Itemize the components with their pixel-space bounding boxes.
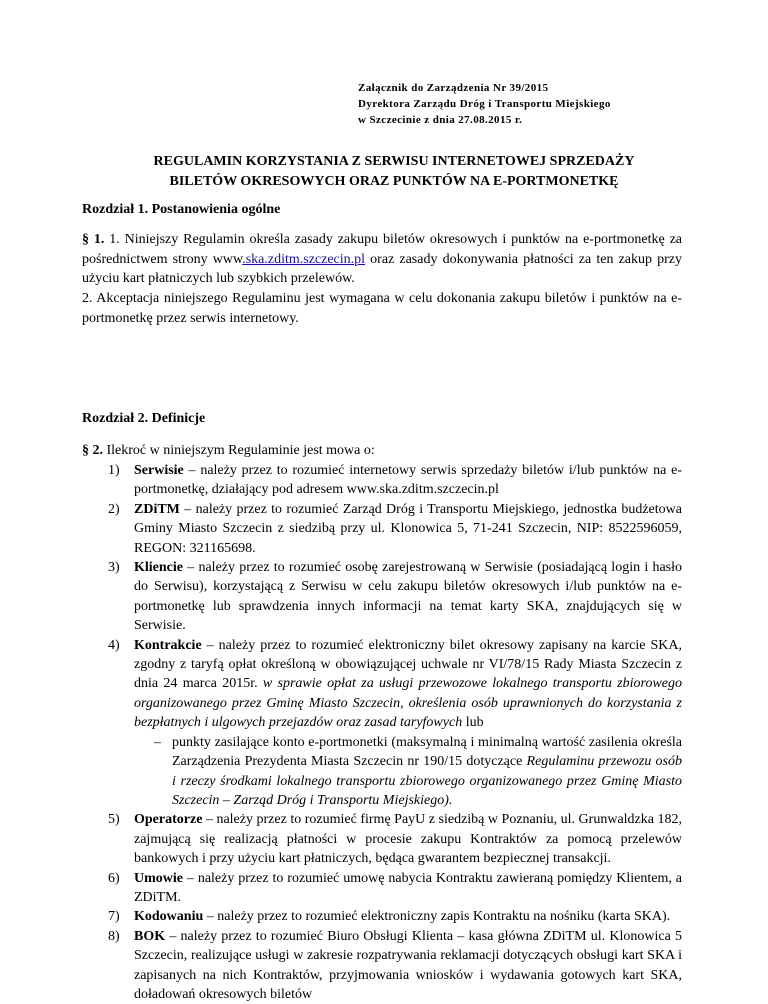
chapter-1-heading: Rozdział 1. Postanowienia ogólne (82, 202, 281, 217)
definition-term: Serwisie (134, 463, 184, 478)
section-1-paragraph-2: 2. Akceptacja niniejszego Regulaminu jest wymagana w celu dokonania zakupu biletów i punktów na e-portmonetkę przez serwis internetowy. (82, 291, 682, 326)
definition-number: 7) (108, 909, 120, 925)
subitem-text: punkty zasilające konto e-portmonetki (maksymalną i minimalną wartość zasilenia określa Zarządzenia Prezydenta Miasta Szczecin nr 190/15 dotyczące (172, 734, 682, 770)
definition-item (82, 927, 682, 1004)
definition-number: 6) (108, 870, 120, 886)
definition-item (82, 500, 682, 558)
definition-number: 3) (108, 560, 120, 576)
section-1-text-a: 1. Niniejszy Regulamin określa zasady zakupu biletów okresowych i punktów na e-portmonetkę za pośrednictwem strony www (82, 232, 683, 267)
definition-text: – należy przez to rozumieć elektroniczny bilet okresowy zapisany na karcie SKA, zgodny z taryfą opłat określoną w obowiązującej uchwale nr VI/78/15 Rady Miasta Szczecin z dnia 24 marca 2015r. (134, 637, 682, 692)
definition-item (82, 461, 682, 500)
section-2-mark: § 2. (82, 443, 103, 458)
section-1-paragraph-1 (82, 230, 682, 289)
header-line-3: w Szczecinie z dnia 27.08.2015 r. (358, 114, 523, 126)
definition-subitem (134, 733, 682, 811)
definition-term: Kodowaniu (134, 909, 204, 925)
header-line-2: Dyrektora Zarządu Dróg i Transportu Miejskiego (358, 98, 611, 110)
definition-term: Operatorze (134, 812, 203, 828)
header-line-1: Załącznik do Zarządzenia Nr 39/2015 (358, 82, 549, 94)
definition-item (82, 636, 682, 811)
section-2-intro (82, 441, 682, 461)
definitions-list (82, 461, 682, 1004)
definition-term: Kliencie (134, 560, 183, 576)
document-title (80, 152, 708, 192)
subitem-italic-text: Regulaminu przewozu osób i rzeczy środkami lokalnego transportu zbiorowego organizowanego przez Gminę Miasto Szczecin – Zarząd Dróg i Transportu Miejskiego). (172, 754, 683, 808)
title-line-2: BILETÓW OKRESOWYCH ORAZ PUNKTÓW NA E-PORTMONETKĘ (169, 174, 619, 189)
section-1-mark: § 1. (82, 232, 105, 247)
definition-number: 8) (108, 928, 120, 944)
definition-term: ZDiTM (134, 501, 180, 517)
title-line-1: REGULAMIN KORZYSTANIA Z SERWISU INTERNETOWEJ SPRZEDAŻY (153, 154, 635, 169)
definition-number: 4) (108, 637, 120, 653)
definition-term: Kontrakcie (134, 637, 202, 653)
attachment-header (358, 80, 611, 128)
definition-number: 5) (108, 812, 120, 828)
section-1-text-b: oraz zasady dokonywania płatności za ten zakup przy użyciu kart płatniczych lub szybkich przelewów. (82, 251, 682, 286)
dash-bullet: – (154, 734, 161, 750)
definition-item (82, 869, 682, 908)
definition-item (82, 810, 682, 868)
chapter-2-heading: Rozdział 2. Definicje (82, 411, 206, 426)
definition-text: – należy przez to rozumieć Zarząd Dróg i Transportu Miejskiego, jednostka budżetowa Gminy Miasto Szczecin z siedzibą przy ul. Klonowica 5, 71-241 Szczecin, NIP: 8522596059, REGON: 321165698. (134, 501, 682, 556)
definition-number: 1) (108, 463, 120, 478)
definition-text: – należy przez to rozumieć umowę nabycia Kontraktu zawieraną pomiędzy Klientem, a ZDiTM. (134, 870, 682, 905)
definition-text: – należy przez to rozumieć elektroniczny zapis Kontraktu na nośniku (karta SKA). (203, 909, 671, 925)
definition-italic-text: w sprawie opłat za usługi przewozowe lokalnego transportu zbiorowego organizowanego przez Gminę Miasto Szczecin, określenia osób uprawnionych do korzystania z bezpłatnych i ulgowych przejazdów oraz zasad taryfowych (134, 676, 683, 731)
definition-text: – należy przez to rozumieć Biuro Obsługi Klienta – kasa główna ZDiTM ul. Klonowica 5 Szczecin, realizujące usługi w zakresie rozpatrywania reklamacji dotyczących obsługi kart SKA i zapisanych na nich Kontraktów, przyjmowania wniosków i wydawania gotowych kart SKA, doładowań okresowych biletów (134, 928, 682, 1002)
definition-number: 2) (108, 501, 120, 517)
definition-item (82, 558, 682, 636)
definition-text: – należy przez to rozumieć firmę PayU z siedzibą w Poznaniu, ul. Grunwaldzka 182, zajmującą się realizacją płatności w procesie zakupu Kontraktów za pomocą przelewów bankowych i przy użyciu kart płatniczych, będąca gwarantem bezpiecznej transakcji. (134, 812, 682, 867)
definition-text: – należy przez to rozumieć internetowy serwis sprzedaży biletów i/lub punktów na e-portmonetkę, działający pod adresem www.ska.zditm.szczecin.pl (134, 463, 682, 498)
definition-item (82, 907, 682, 926)
definition-term: BOK (134, 928, 166, 944)
ska-website-link[interactable]: .ska.zditm.szczecin.pl (242, 251, 366, 267)
definition-text: – należy przez to rozumieć osobę zarejestrowaną w Serwisie (posiadającą login i hasło do Serwisu), korzystającą z Serwisu w celu zakupu biletów okresowych i/lub punktów na e-portmonetkę lub sprawdzenia innych informacji na temat karty SKA, znajdujących się w Serwisie. (134, 560, 682, 634)
definition-tail: lub (462, 715, 484, 731)
definition-term: Umowie (134, 870, 183, 886)
section-2-intro-text: Ilekroć w niniejszym Regulaminie jest mowa o: (103, 443, 375, 458)
